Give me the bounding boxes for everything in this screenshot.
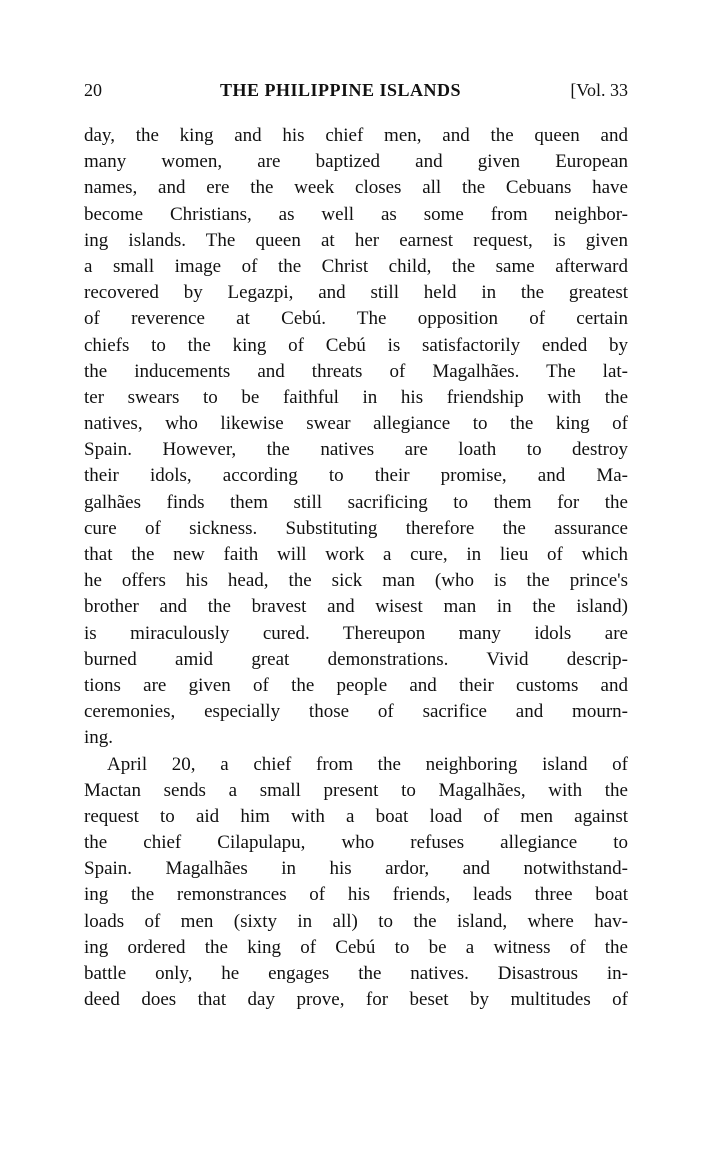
text-line: burned amid great demonstrations. Vivid descrip- xyxy=(84,648,628,670)
text-line: their idols, according to their promise, and Ma- xyxy=(84,465,628,487)
text-line: ing islands. The queen at her earnest request, is given xyxy=(84,229,628,251)
text-line: many women, are baptized and given European xyxy=(84,151,628,173)
text-line: tions are given of the people and their customs and xyxy=(84,674,628,696)
text-line: battle only, he engages the natives. Disastrous in- xyxy=(84,963,628,984)
volume-reference: [Vol. 33 xyxy=(570,80,628,100)
text-line: he offers his head, the sick man (who is the prince's xyxy=(84,570,628,592)
text-line: Spain. Magalhães in his ardor, and notwithstand- xyxy=(84,858,628,880)
paragraph-mactan xyxy=(84,752,628,1014)
page-header xyxy=(84,80,628,106)
text-line: ing ordered the king of Cebú to be a witness of the xyxy=(84,936,628,958)
text-line: names, and ere the week closes all the Cebuans have xyxy=(84,177,628,199)
text-line: the inducements and threats of Magalhães. The lat- xyxy=(84,360,628,382)
text-line: brother and the bravest and wisest man in the island) xyxy=(84,596,628,618)
text-line: that the new faith will work a cure, in lieu of which xyxy=(84,544,628,565)
text-line: cure of sickness. Substituting therefore the assurance xyxy=(84,517,628,539)
text-line: a small image of the Christ child, the same afterward xyxy=(84,255,628,277)
text-line: ing. xyxy=(84,727,114,749)
body-text xyxy=(84,123,628,1013)
text-line: ter swears to be faithful in his friendship with the xyxy=(84,386,628,408)
text-line: recovered by Legazpi, and still held in the greatest xyxy=(84,282,628,304)
text-line: natives, who likewise swear allegiance to the king of xyxy=(84,413,628,435)
text-line: chiefs to the king of Cebú is satisfactorily ended by xyxy=(84,334,628,356)
text-line: is miraculously cured. Thereupon many idols are xyxy=(84,622,628,644)
running-title: THE PHILIPPINE ISLANDS xyxy=(220,80,462,100)
paragraph-baptism xyxy=(84,123,628,752)
text-line: ing the remonstrances of his friends, leads three boat xyxy=(84,884,628,906)
text-line: April 20, a chief from the neighboring island of xyxy=(107,753,628,775)
page-number: 20 xyxy=(84,80,102,100)
text-line: loads of men (sixty in all) to the island, where hav- xyxy=(84,910,628,932)
text-line: galhães finds them still sacrificing to them for the xyxy=(84,491,628,513)
text-line: request to aid him with a boat load of men against xyxy=(84,805,628,827)
text-line: of reverence at Cebú. The opposition of certain xyxy=(84,308,628,330)
text-line: the chief Cilapulapu, who refuses allegiance to xyxy=(84,832,628,854)
text-line: Spain. However, the natives are loath to destroy xyxy=(84,439,628,461)
text-line: ceremonies, especially those of sacrifice and mourn- xyxy=(84,701,628,723)
text-line: deed does that day prove, for beset by multitudes of xyxy=(84,989,628,1011)
text-line: day, the king and his chief men, and the queen and xyxy=(84,125,628,146)
text-line: Mactan sends a small present to Magalhães, with the xyxy=(84,779,628,801)
text-line: become Christians, as well as some from neighbor- xyxy=(84,203,628,225)
